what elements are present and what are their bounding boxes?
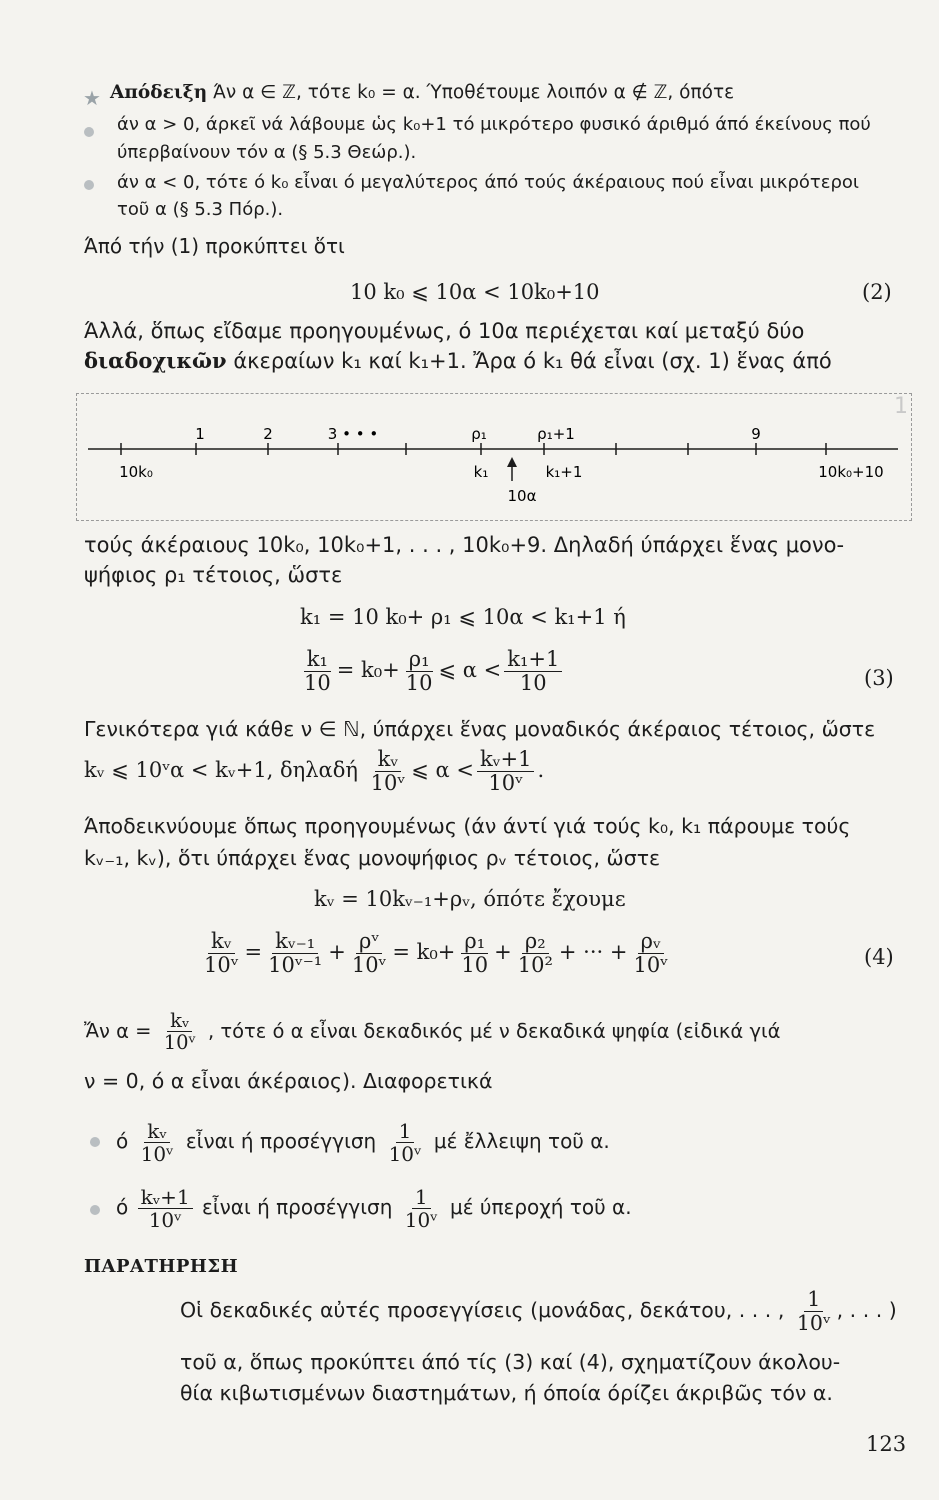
fraction: $\frac{\text{kᵥ}}{\text{10ᵛ}}$ bbox=[204, 929, 239, 978]
para-alla-line-1: Άλλά, ὅπως εἴδαμε προηγουμένως, ό 10α περιέχεται καί μεταξύ δύο bbox=[84, 319, 805, 343]
fraction: $\frac{\text{ρ₁}}{10}$ bbox=[461, 929, 489, 978]
equation-kv: kᵥ = 10kᵥ₋₁+ρᵥ, όπότε ἔχουμε bbox=[314, 887, 626, 911]
equation-3-number: (3) bbox=[864, 666, 894, 690]
bullet-dot-icon bbox=[84, 180, 94, 190]
fraction: $\frac{\text{ρᵥ}}{\text{10ᵛ}}$ bbox=[633, 929, 668, 978]
fraction: $\frac{\text{kᵥ₋₁}}{\text{10ᵛ⁻¹}}$ bbox=[268, 929, 323, 978]
fraction: $\frac{\text{kᵥ}}{\text{10ᵛ}}$ bbox=[140, 1119, 174, 1166]
proof-label: Απόδειξη bbox=[110, 82, 208, 103]
if-alpha-line-1: Ἄν α = $\frac{\text{kᵥ}}{\text{10ᵛ}}$ , τότε ό α εἶναι δεκαδικός μέ ν δεκαδικά ψηφία (εἰδικά γιά bbox=[84, 1009, 781, 1055]
after-figure-line-1: τούς άκέραιους 10k₀, 10k₀+1, . . . , 10k₀+9. Δηλαδή ύπάρχει ἕνας μονο- bbox=[84, 533, 845, 557]
if-alpha-line-2: ν = 0, ό α εἶναι άκέραιος). Διαφορετικά bbox=[84, 1069, 493, 1093]
bottom-label-k1: k₁ bbox=[473, 463, 489, 481]
fraction: $\frac{\text{k₁+1}}{10}$ bbox=[504, 648, 562, 695]
bullet-1-line-1: άν α > 0, άρκεῖ νά λάβουμε ὡς k₀+1 τό μικρότερο φυσικό άριθμό άπό έκείνους πού bbox=[117, 114, 871, 135]
top-label-rho1-plus-1: ρ₁+1 bbox=[537, 425, 575, 443]
fraction: $\frac{1}{\text{10ᵛ}}$ bbox=[796, 1287, 831, 1335]
fraction: $\frac{1}{\text{10ᵛ}}$ bbox=[404, 1185, 438, 1232]
remark-heading: ΠΑΡΑΤΗΡΗΣΗ bbox=[84, 1256, 239, 1277]
remark-line-3: θία κιβωτισμένων διαστημάτων, ή όποία όρίζει άκριβῶς τόν α. bbox=[180, 1381, 833, 1405]
fraction: $\frac{\text{k₁}}{10}$ bbox=[304, 647, 331, 696]
equation-k1: k₁ = 10 k₀+ ρ₁ ⩽ 10α < k₁+1 ή bbox=[300, 605, 626, 629]
fraction: $\frac{\text{kᵥ}}{\text{10ᵛ}}$ bbox=[163, 1009, 196, 1055]
proof-text: Άν α ∈ ℤ, τότε k₀ = α. Ύποθέτουμε λοιπόν α ∉ ℤ, όπότε bbox=[213, 82, 735, 103]
top-label-2: 2 bbox=[263, 425, 273, 443]
top-label-3: 3 • • • bbox=[327, 425, 379, 443]
bullet-1-line-2: ύπερβαίνουν τόν α (§ 5.3 Θεώρ.). bbox=[117, 142, 417, 163]
fraction: $\frac{\text{ρ₁}}{10}$ bbox=[405, 647, 433, 696]
alpha-arrow bbox=[507, 457, 517, 481]
figure-number: 1 bbox=[894, 394, 908, 419]
remark-line-2: τοῦ α, ὅπως προκύπτει άπό τίς (3) καί (4), σχηματίζουν άκολου- bbox=[180, 1350, 841, 1374]
approx-line-2: ό $\frac{\text{kᵥ+1}}{\text{10ᵛ}}$ εἶναι ή προσέγγιση $\frac{1}{\text{10ᵛ}}$ μέ ύπεροχή τοῦ α. bbox=[116, 1185, 632, 1232]
para-alla-rest: άκεραίων k₁ καί k₁+1. Ἄρα ό k₁ θά εἶναι (σχ. 1) ἕνας άπό bbox=[233, 349, 832, 373]
arrow-label-10a: 10α bbox=[507, 487, 537, 505]
remark-line-1: Οἱ δεκαδικές αὐτές προσεγγίσεις (μονάδας, δεκάτου, . . . , $\frac{1}{\text{10ᵛ}}$ , . . . ) bbox=[180, 1287, 897, 1335]
after-figure-line-2: ψήφιος ρ₁ τέτοιος, ὥστε bbox=[84, 563, 343, 587]
equation-3: $\frac{\text{k₁}}{10}$ = k₀+ $\frac{\text{ρ₁}}{10}$ ⩽ α < $\frac{\text{k₁+1}}{10}$ bbox=[298, 648, 565, 695]
equation-4: $\frac{\text{kᵥ}}{\text{10ᵛ}}$ = $\frac{\text{kᵥ₋₁}}{\text{10ᵛ⁻¹}}$ + $\frac{\text{ρᵛ}}{\text{10ᵛ}}$ = k₀+ $\frac{\text{ρ₁}}{10}$ + $\frac{\text{ρ₂}}{\text{10²}}$ + ··· + $\frac{\text{ρᵥ}}{\text{10ᵛ}}$ bbox=[198, 930, 674, 977]
fraction: $\frac{\text{kᵥ}}{\text{10ᵛ}}$ bbox=[370, 747, 406, 796]
emphasis-word: διαδοχικῶν bbox=[84, 348, 227, 373]
approx-line-1: ό $\frac{\text{kᵥ}}{\text{10ᵛ}}$ εἶναι ή προσέγγιση $\frac{1}{\text{10ᵛ}}$ μέ ἔλλειψη τοῦ α. bbox=[116, 1119, 610, 1166]
number-line-figure bbox=[76, 393, 912, 521]
bullet-2-line-1: άν α < 0, τότε ό k₀ εἶναι ό μεγαλύτερος άπό τούς άκέραιους πού εἶναι μικρότεροι bbox=[117, 172, 860, 193]
fraction: $\frac{1}{\text{10ᵛ}}$ bbox=[388, 1119, 422, 1166]
top-label-9: 9 bbox=[751, 425, 761, 443]
bullet-2-line-2: τοῦ α (§ 5.3 Πόρ.). bbox=[117, 199, 284, 220]
equation-2-number: (2) bbox=[862, 280, 892, 304]
general-line-1: Γενικότερα γιά κάθε ν ∈ ℕ, ύπάρχει ἕνας μοναδικός άκέραιος τέτοιος, ὥστε bbox=[84, 717, 876, 741]
page-number: 123 bbox=[866, 1432, 907, 1456]
para-alla-line-2 bbox=[84, 349, 832, 373]
top-label-1: 1 bbox=[195, 425, 205, 443]
bottom-label-10k0: 10k₀ bbox=[119, 463, 153, 481]
prove-line-2: kᵥ₋₁, kᵥ), ὅτι ύπάρχει ἕνας μονοψήφιος ρᵥ τέτοιος, ὥστε bbox=[84, 846, 661, 870]
fraction: $\frac{\text{ρ₂}}{\text{10²}}$ bbox=[517, 929, 553, 978]
equation-4-number: (4) bbox=[864, 945, 894, 969]
proof-line-1 bbox=[110, 82, 734, 103]
star-icon: ★ bbox=[83, 86, 101, 110]
equation-2: 10 k₀ ⩽ 10α < 10k₀+10 bbox=[350, 280, 600, 304]
fraction: $\frac{\text{kᵥ+1}}{\text{10ᵛ}}$ bbox=[477, 748, 535, 795]
fraction: $\frac{\text{ρᵛ}}{\text{10ᵛ}}$ bbox=[351, 929, 387, 978]
fraction: $\frac{\text{kᵥ+1}}{\text{10ᵛ}}$ bbox=[138, 1186, 193, 1231]
from-1-line: Άπό τήν (1) προκύπτει ὅτι bbox=[84, 234, 345, 258]
general-line-2: kᵥ ⩽ 10ᵛα < kᵥ+1, δηλαδή $\frac{\text{kᵥ}}{\text{10ᵛ}}$ ⩽ α < $\frac{\text{kᵥ+1}}{\text{10ᵛ}}$ . bbox=[84, 747, 545, 796]
bullet-dot-icon bbox=[84, 127, 94, 137]
top-label-rho1: ρ₁ bbox=[471, 425, 487, 443]
bullet-dot-icon bbox=[90, 1137, 100, 1147]
bottom-label-10k0-plus-10: 10k₀+10 bbox=[818, 463, 884, 481]
prove-line-1: Άποδεικνύουμε ὅπως προηγουμένως (άν άντί γιά τούς k₀, k₁ πάρουμε τούς bbox=[84, 814, 851, 838]
bottom-label-k1-plus-1: k₁+1 bbox=[545, 463, 583, 481]
bullet-dot-icon bbox=[90, 1205, 100, 1215]
